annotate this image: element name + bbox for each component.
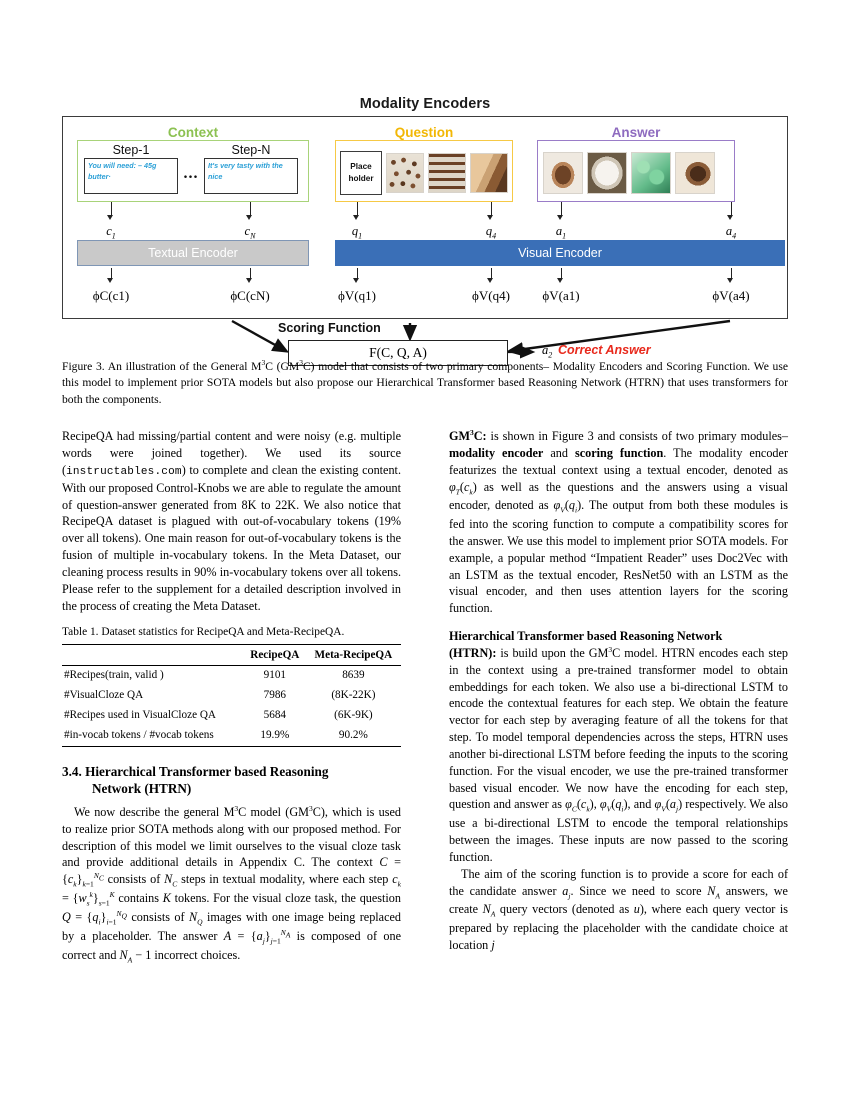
context-ellipsis: ... xyxy=(183,165,199,182)
row-value-recipeqa: 9101 xyxy=(244,666,306,686)
context-step-1 xyxy=(84,144,178,194)
table-header-blank xyxy=(62,645,244,666)
section-heading-3-4 xyxy=(62,763,401,797)
step-1-title: Step-1 xyxy=(112,143,150,157)
context-panel xyxy=(77,140,309,202)
textual-encoder-bar: Textual Encoder xyxy=(77,240,309,266)
row-label: #VisualCloze QA xyxy=(64,689,144,702)
table-row xyxy=(62,666,401,686)
section-title-line-2: Network (HTRN) xyxy=(92,780,192,796)
htrn-lead-line-1: Hierarchical Transformer based Reasoning Network xyxy=(449,629,723,644)
table-row xyxy=(62,726,401,746)
row-value-meta: (8K-22K) xyxy=(331,689,376,702)
figure-title: Modality Encoders xyxy=(359,96,491,112)
step-n-text: It's very tasty with the nice xyxy=(208,161,283,181)
row-value-meta: (6K-9K) xyxy=(334,709,373,722)
dataset-statistics-table xyxy=(62,644,401,746)
row-value-meta: 8639 xyxy=(306,666,401,686)
symbol-q1: $q_1$ xyxy=(351,224,363,241)
table-header-meta-recipeqa: Meta-RecipeQA xyxy=(306,645,401,666)
category-label-context: Context xyxy=(167,124,219,140)
figure-3 xyxy=(62,96,788,383)
answer-thumbnail-3 xyxy=(631,152,671,194)
row-label: #in-vocab tokens / #vocab tokens xyxy=(62,726,244,746)
answer-thumbnail-2 xyxy=(587,152,627,194)
symbol-a4: $a_4$ xyxy=(725,224,737,241)
encoder-bars-row xyxy=(69,240,781,268)
symbol-c1: $c_1$ xyxy=(106,224,116,241)
left-column xyxy=(62,428,401,965)
row-value-recipeqa: 19.9% xyxy=(244,726,306,746)
phi-label-cn: ϕC(cN) xyxy=(230,288,270,303)
right-paragraph-htrn: Hierarchical Transformer based Reasoning Network (HTRN): is build upon the $GM^3C$ model. HTRN encodes each step in the context using a pre-trained transformer model to obtain embeddings for each token. We also use a bi-directional LSTM to encode the contextual features for each step. We obtain the feature vector for each step by averaging feature of all the tokens for that step. To model temporal dependencies across the steps, HTRN uses another bi-directional LSTM before feeding the inputs to the scoring function. For the visual encoder, we use the pre-trained transformer based visual encoder. We now have the encoding for each step, question and answer as $\varphi_C(c_k)$, $\varphi_V(q_i)$, and $\varphi_V(a_j)$ respectively. We also use a bi-directional LSTM to encode the temporal relationships between the images. These inputs are now passed to the scoring function. xyxy=(449,629,788,864)
step-n-box xyxy=(204,158,298,194)
question-thumbnail-4 xyxy=(470,153,508,193)
visual-encoder-bar: Visual Encoder xyxy=(335,240,785,266)
phi-label-a1: ϕV(a1) xyxy=(542,288,580,303)
table-header-row xyxy=(62,645,401,666)
answer-thumbnail-1 xyxy=(543,152,583,194)
placeholder-line-2: holder xyxy=(348,173,374,183)
table-header-recipeqa: RecipeQA xyxy=(244,645,306,666)
figure-caption: Figure 3. An illustration of the General $M^3C$ $(GM^3C)$ model that consists of two primary components– Modality Encoders and Scoring Function. We use this model to implement prior SOTA models but also propose our Hierarchical Transformer based Reasoning Network (HTRN) that uses transformers for both the components. xyxy=(62,358,788,406)
instructables-url: instructables.com xyxy=(66,465,182,478)
symbol-cn: $c_N$ xyxy=(244,224,256,241)
scoring-function-box: F(C, Q, A) xyxy=(288,340,508,366)
row-value-recipeqa: 7986 xyxy=(263,689,286,702)
category-label-answer: Answer xyxy=(611,124,661,140)
symbol-q4: $q_4$ xyxy=(485,224,497,241)
panel-to-symbol-arrows xyxy=(69,202,781,224)
phi-labels-row xyxy=(69,288,781,312)
answer-panel xyxy=(537,140,735,202)
table-row xyxy=(62,686,401,706)
step-1-box xyxy=(84,158,178,194)
phi-label-a4: ϕV(a4) xyxy=(712,288,750,303)
row-label: #Recipes(train, valid ) xyxy=(62,666,244,686)
question-thumbnail-2 xyxy=(386,153,424,193)
phi-label-q4: ϕV(q4) xyxy=(472,288,510,303)
encoder-to-phi-arrows xyxy=(69,268,781,286)
step-1-text: You will need: – 45g butter· xyxy=(88,161,157,181)
phi-label-c1: ϕC(c1) xyxy=(92,288,130,303)
row-value-meta: 90.2% xyxy=(306,726,401,746)
left-paragraph-1: RecipeQA had missing/partial content and were noisy (e.g. multiple words were joined together). We used its source (instructables.com) to complete and clean the existing content. With our proposed Control-Knobs we are able to regulate the amount of question-answer generated from 8K to 22K. We also notice that RecipeQA dataset is plagued with out-of-vocabulary tokens (19% over all tokens). One main reason for out-of-vocabulary tokens is the fusion of multiple in-vocabulary tokens. In the Meta Dataset, our cleaning process results in 90% in-vocabulary tokens over all tokens. Please refer to the supplement for a detailed description involved in the process of creating the Meta Dataset. xyxy=(62,429,401,613)
right-paragraph-gm3c: $GM^3C$: is shown in Figure 3 and consists of two primary modules– modality encoder and scoring function. The modality encoder featurizes the textual context using a textual encoder, denoted as $\varphi_T(c_k)$ as well as the questions and the answers using a visual encoder, denoted as $\varphi_V(q_i)$. The output from both these modules is fed into the scoring function to compute a compatibility scores for the answer. We use this model to implement prior SOTA models. For example, a popular method “Impatient Reader” uses Doc2Vec with an LSTM as the textual encoder, ResNet50 with an LSTM as the visual encoder, and then uses attention layers for the scoring function. xyxy=(449,428,788,616)
row-label: #Recipes used in VisualCloze QA xyxy=(64,709,216,722)
htrn-lead-line-2: (HTRN): xyxy=(449,645,497,660)
input-symbols-row xyxy=(69,224,781,239)
answer-symbol-a2: $a_2$ xyxy=(542,343,553,360)
category-label-question: Question xyxy=(394,124,454,140)
correct-answer-label: Correct Answer xyxy=(558,343,651,357)
modality-panels-row xyxy=(69,140,781,202)
placeholder-line-1: Place xyxy=(350,162,372,172)
scoring-function-label: Scoring Function xyxy=(278,321,381,335)
table-1-caption: Table 1. Dataset statistics for RecipeQA and Meta-RecipeQA. xyxy=(62,626,345,639)
right-column xyxy=(449,428,788,954)
section-number: 3.4. xyxy=(62,763,82,779)
context-step-n xyxy=(204,144,298,194)
section-title-line-1: Hierarchical Transformer based Reasoning xyxy=(85,763,329,779)
right-paragraph-scoring: The aim of the scoring function is to provide a score for each of the candidate answer $a_j$. Since we need to score $N_A$ answers, we create $N_A$ query vectors (denoted as u), where each query vector is prepared by replacing the placeholder with the candidate choice at location j xyxy=(449,866,789,952)
question-thumbnail-3 xyxy=(428,153,466,193)
left-paragraph-2: We now describe the general $M^3C$ model $(GM^3C)$, which is used to realize prior SOTA methods along with our proposed method. For description of this model we limit ourselves to the visual cloze task and provide additional details in Appendix C. The context $C = \{c_k\}_{k=1}^{N_C}$ consists of $N_C$ steps in textual modality, where each step $c_k = \{w_s^k\}_{s=1}^K$ contains K tokens. For the visual cloze task, the question $Q = \{q_i\}_{i=1}^{N_Q}$ consists of $N_Q$ images with one image being replaced by a placeholder. The answer $A = \{a_j\}_{j=1}^{N_A}$ is composed of one correct and $N_A - 1$ incorrect choices. xyxy=(62,803,401,965)
step-n-title: Step-N xyxy=(231,143,271,157)
table-row xyxy=(62,706,401,726)
answer-thumbnail-4 xyxy=(675,152,715,194)
row-value-recipeqa: 5684 xyxy=(263,709,286,722)
category-labels-row xyxy=(69,121,781,139)
phi-label-q1: ϕV(q1) xyxy=(338,288,376,303)
question-panel xyxy=(335,140,513,202)
modality-encoders-box xyxy=(62,116,788,319)
symbol-a1: $a_1$ xyxy=(555,224,567,241)
placeholder-box xyxy=(340,151,382,195)
